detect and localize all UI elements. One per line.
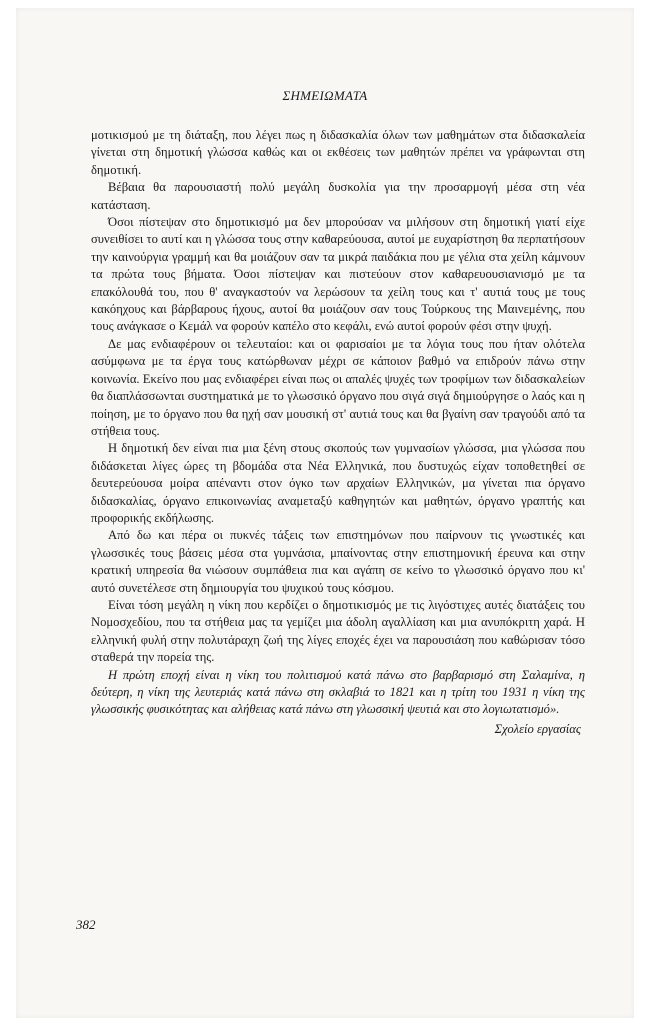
paragraph: Η δημοτική δεν είναι πια μια ξένη στους σκοπούς των γυμνασίων γλώσσα, μια γλώσσα που διδάσκεται λίγες ώρες τη βδομάδα στα Νέα Ελληνικά, που δυστυχώς είχαν τοποθετηθεί σε δευτερεύουσα μοίρα απέναντι στον όγκο των αρχαίων Ελληνικών, μα γίνεται πια όργανο διδασκαλίας, όργανο επικοινωνίας αναμεταξύ καθηγητών και μαθητών, όργανο γραπτής και προφορικής εκδήλωσης.: [91, 441, 585, 525]
signature: Σχολείο εργασίας: [494, 721, 581, 736]
running-header: ΣΗΜΕΙΩΜΑΤΑ: [282, 88, 368, 103]
paragraph: Όσοι πίστεψαν στο δημοτικισμό μα δεν μπορούσαν να μιλήσουν στη δημοτική γιατί είχε συνειθίσει το αυτί και η γλώσσα τους στην καθαρεύουσα, αυτοί με ευχαρίστηση θα περπατήσουν την καινούργια γραμμή και θα μοιάζουν σαν τα μικρά παιδάκια που με γέλια στα χείλη κάμνουν τα πρώτα τους βήματα. Όσοι πίστεψαν και πιστεύουν στον καθαρευουσιανισμό με τα επακόλουθά του, που θ' αναγκαστούν να λερώσουν τα χείλη τους και τ' αυτιά τους με τους κακόηχους και βάρβαρους ήχους, αυτοί θα μοιάζουν σαν τους Τούρκους της Μαινεμένης, που τους ανάγκασε ο Κεμάλ να φορούν καπέλο στο κεφάλι, ενώ αυτοί φορούν φέσι στην ψυχή.: [91, 215, 585, 334]
body-text: [91, 127, 585, 738]
page-number: 382: [76, 917, 96, 932]
paragraph: Είναι τόση μεγάλη η νίκη που κερδίζει ο δημοτικισμός με τις λιγόστιχες αυτές διατάξεις του Νομοσχεδίου, που τα στήθεια μας τα γεμίζει μια άδολη αγαλλίαση και μια ανυπόκριτη χαρά. Η ελληνική φυλή στην πολυτάραχη ζωή της λίγες εποχές έχει να παρουσιάση που καθώρισαν τόσο σταθερά την πορεία της.: [91, 597, 585, 665]
paragraph: Από δω και πέρα οι πυκνές τάξεις των επιστημόνων που παίρνουν τις γνωστικές και γλωσσικές τους βάσεις μέσα στα γυμνάσια, μπαίνοντας στην επιστημονική έρευνα και στην κρατική υπηρεσία θα νιώσουν συμπάθεια πια και αγάπη σε κείνο το γλωσσικό όργανο που κι' αυτό συνετέλεσε στη δημιουργία του ψυχικού τους κόσμου.: [91, 528, 585, 595]
paragraph: Βέβαια θα παρουσιαστή πολύ μεγάλη δυσκολία για την προσαρμογή μέσα στη νέα κατάσταση.: [91, 180, 585, 212]
italic-paragraph: Η πρώτη εποχή είναι η νίκη του πολιτισμού κατά πάνω στο βαρβαρισμό στη Σαλαμίνα, η δεύτερη, η νίκη της λευτεριάς κατά πάνω στη σκλαβιά το 1821 και η τρίτη του 1931 η νίκη της γλωσσικής φυσικότητας και αλήθειας κατά πάνω στη γλωσσική ψευτιά και στο λογιωτατισμό».: [91, 667, 585, 717]
paragraph: Δε μας ενδιαφέρουν οι τελευταίοι: και οι φαρισαίοι με τα λόγια τους που ήταν ολότελα ασύμφωνα με τα έργα τους κατώρθωναν μέχρι σε κάποιον βαθμό να επιδρούν πάνω στην κοινωνία. Εκείνο που μας ενδιαφέρει είναι πως οι απαλές ψυχές των τροφίμων των διδασκαλείων θα διαπλάσσωνται συστηματικά με το γλωσσικό όργανο που σιγά σιγά δημιούργησε ο λαός και η ποίηση, με το όργανο που θα ηχή σαν μουσική στ' αυτιά τους και θα βγαίνη σαν τραγούδι από τα στήθεια τους.: [91, 336, 585, 438]
paragraph: μοτικισμού με τη διάταξη, που λέγει πως η διδασκαλία όλων των μαθημάτων στα διδασκαλεία γίνεται στη δημοτική γλώσσα καθώς και οι εκθέσεις των μαθητών πρέπει να γράφωνται στη δημοτική.: [91, 128, 585, 177]
